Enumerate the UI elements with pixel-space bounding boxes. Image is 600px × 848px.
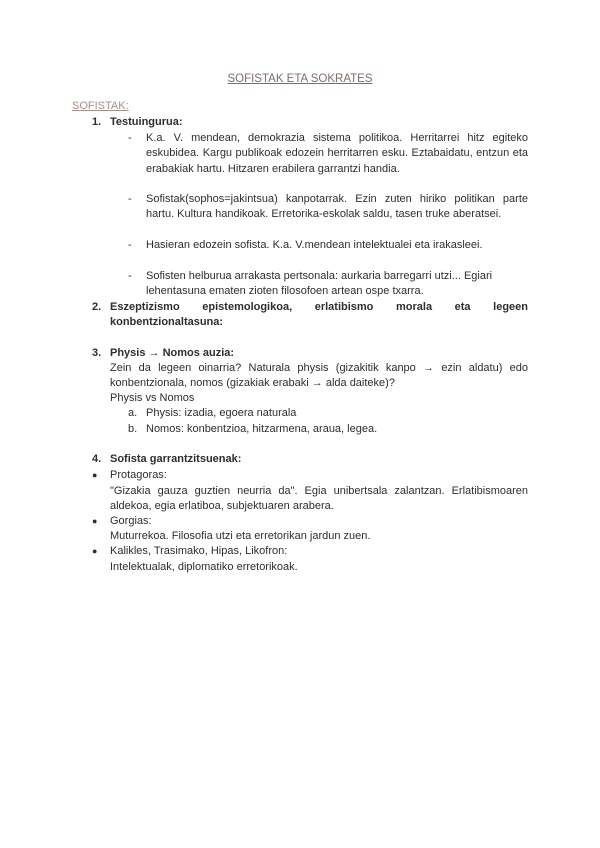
item-number: 3.: [92, 347, 102, 359]
list-letter: b.: [128, 423, 138, 435]
dot-bullet: ●: [92, 546, 98, 556]
item-number: 4.: [92, 453, 102, 465]
item-number: 2.: [92, 301, 102, 313]
item-number: 1.: [92, 116, 102, 128]
dash-bullet: -: [128, 193, 132, 205]
document-title: SOFISTAK ETA SOKRATES: [227, 73, 373, 85]
person-description: Intelektualak, diplomatiko erretorikoak.: [110, 561, 298, 573]
bullet-text: Sofistak(sophos=jakintsua) kanpotarrak. Ezin zuten hiriko politikan parte hartu. Kultura handikoak. Erretorika-eskolak saldu, tasen truke aberatsei.: [146, 193, 528, 221]
dash-bullet: -: [128, 239, 132, 251]
sub-item-text: Nomos: konbentzioa, hitzarmena, araua, legea.: [146, 423, 378, 435]
item-heading: Testuingurua:: [110, 116, 183, 128]
item-heading: Eszeptizismo epistemologikoa, erlatibismo morala eta legeen konbentzionaltasuna:: [110, 301, 528, 329]
person-description: "Gizakia gauza guztien neurria da". Egia unibertsala zalantzan. Erlatibismoaren aldekoa, egia erlatiboa, subjektuaren arabera.: [110, 485, 528, 513]
person-name: Gorgias:: [110, 515, 152, 527]
dot-bullet: ●: [92, 516, 98, 526]
bullet-text: Hasieran edozein sofista. K.a. V.mendean intelektualei eta irakasleei.: [146, 239, 483, 251]
list-letter: a.: [128, 407, 138, 419]
dash-bullet: -: [128, 132, 132, 144]
item-heading: Sofista garrantzitsuenak:: [110, 453, 242, 465]
person-name: Kalikles, Trasimako, Hipas, Likofron:: [110, 545, 288, 557]
dash-bullet: -: [128, 270, 132, 282]
item-text: Zein da legeen oinarria? Naturala physis (gizakitik kanpo → ezin aldatu) edo konbentzionala, nomos (gizakiak erabaki → alda daiteke)?: [110, 362, 528, 390]
bullet-text: K.a. V. mendean, demokrazia sistema politikoa. Herritarrei hitz egiteko eskubidea. Kargu publikoak edozein herritarren esku. Eztabaidatu, entzun eta erabakiak hartu. Hitzaren erabilera garrantzi handia.: [146, 132, 528, 175]
dot-bullet: ●: [92, 470, 98, 480]
person-description: Muturrekoa. Filosofia utzi eta erretorikan jardun zuen.: [110, 530, 371, 542]
item-subheading: Physis vs Nomos: [110, 392, 195, 404]
bullet-text: Sofisten helburua arrakasta pertsonala: aurkaria barregarri utzi... Egiari lehentasuna ematen zioten filosofoen artean ospe txarra.: [146, 270, 493, 298]
item-heading: Physis → Nomos auzia:: [110, 347, 235, 359]
section-heading: SOFISTAK:: [72, 100, 129, 112]
sub-item-text: Physis: izadia, egoera naturala: [146, 407, 297, 419]
person-name: Protagoras:: [110, 469, 167, 481]
